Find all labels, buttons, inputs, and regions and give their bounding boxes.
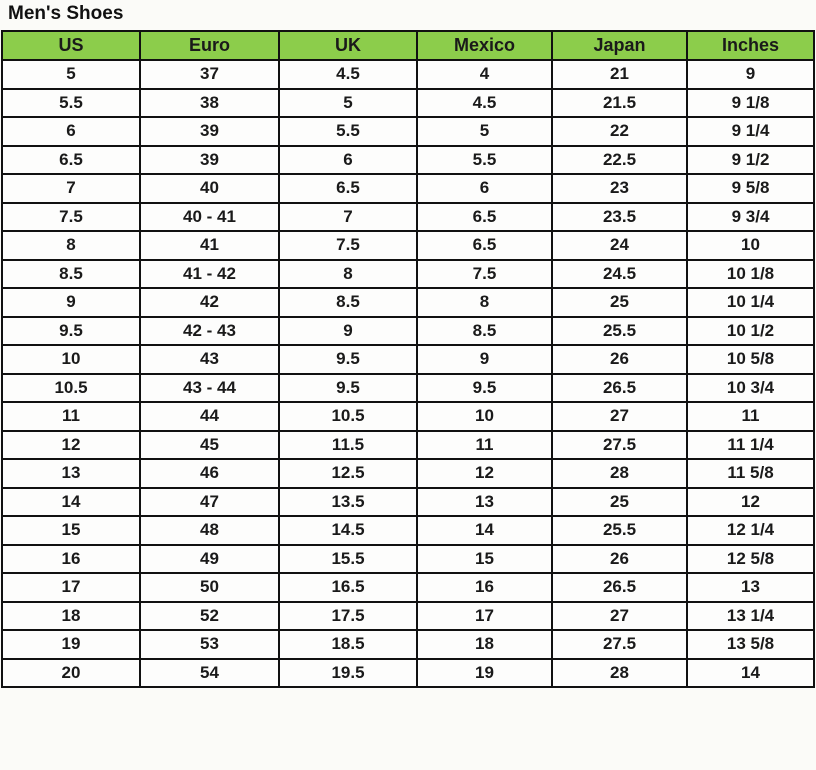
cell: 5.5 xyxy=(417,146,552,175)
cell: 9.5 xyxy=(279,345,417,374)
table-row xyxy=(2,146,814,175)
cell: 8.5 xyxy=(279,288,417,317)
table-row xyxy=(2,602,814,631)
cell: 13 xyxy=(687,573,814,602)
cell: 12 xyxy=(687,488,814,517)
cell: 40 xyxy=(140,174,279,203)
table-row xyxy=(2,459,814,488)
cell: 6.5 xyxy=(417,231,552,260)
table-row xyxy=(2,431,814,460)
cell: 11 xyxy=(417,431,552,460)
cell: 49 xyxy=(140,545,279,574)
cell: 41 xyxy=(140,231,279,260)
cell: 42 xyxy=(140,288,279,317)
column-header: US xyxy=(2,31,140,60)
cell: 7.5 xyxy=(417,260,552,289)
table-row xyxy=(2,231,814,260)
cell: 11 xyxy=(687,402,814,431)
cell: 14 xyxy=(417,516,552,545)
cell: 25 xyxy=(552,288,687,317)
cell: 7 xyxy=(279,203,417,232)
cell: 10 xyxy=(2,345,140,374)
cell: 9 1/2 xyxy=(687,146,814,175)
cell: 5 xyxy=(279,89,417,118)
cell: 9 1/8 xyxy=(687,89,814,118)
table-row xyxy=(2,345,814,374)
cell: 8.5 xyxy=(417,317,552,346)
cell: 27.5 xyxy=(552,431,687,460)
cell: 13 1/4 xyxy=(687,602,814,631)
table-row xyxy=(2,317,814,346)
cell: 15 xyxy=(417,545,552,574)
cell: 9.5 xyxy=(417,374,552,403)
cell: 17.5 xyxy=(279,602,417,631)
cell: 28 xyxy=(552,459,687,488)
cell: 8 xyxy=(417,288,552,317)
cell: 9 xyxy=(687,60,814,89)
cell: 7.5 xyxy=(2,203,140,232)
cell: 11 xyxy=(2,402,140,431)
cell: 25.5 xyxy=(552,516,687,545)
cell: 40 - 41 xyxy=(140,203,279,232)
table-row xyxy=(2,288,814,317)
cell: 8 xyxy=(279,260,417,289)
cell: 23.5 xyxy=(552,203,687,232)
cell: 16 xyxy=(417,573,552,602)
table-row xyxy=(2,117,814,146)
cell: 16 xyxy=(2,545,140,574)
cell: 27 xyxy=(552,602,687,631)
cell: 27 xyxy=(552,402,687,431)
cell: 4.5 xyxy=(279,60,417,89)
table-row xyxy=(2,203,814,232)
cell: 11 1/4 xyxy=(687,431,814,460)
cell: 8.5 xyxy=(2,260,140,289)
cell: 25 xyxy=(552,488,687,517)
cell: 22.5 xyxy=(552,146,687,175)
cell: 9 3/4 xyxy=(687,203,814,232)
cell: 37 xyxy=(140,60,279,89)
cell: 5.5 xyxy=(2,89,140,118)
cell: 24.5 xyxy=(552,260,687,289)
shoe-size-conversion-table xyxy=(1,30,815,688)
cell: 42 - 43 xyxy=(140,317,279,346)
cell: 26.5 xyxy=(552,573,687,602)
cell: 10 1/8 xyxy=(687,260,814,289)
page-title: Men's Shoes xyxy=(8,3,124,24)
cell: 17 xyxy=(417,602,552,631)
cell: 10 1/4 xyxy=(687,288,814,317)
cell: 9.5 xyxy=(2,317,140,346)
cell: 53 xyxy=(140,630,279,659)
table-row xyxy=(2,573,814,602)
cell: 6 xyxy=(2,117,140,146)
table-row xyxy=(2,402,814,431)
cell: 12.5 xyxy=(279,459,417,488)
cell: 9 1/4 xyxy=(687,117,814,146)
cell: 10 5/8 xyxy=(687,345,814,374)
cell: 9 xyxy=(2,288,140,317)
cell: 52 xyxy=(140,602,279,631)
cell: 6.5 xyxy=(2,146,140,175)
cell: 19 xyxy=(2,630,140,659)
cell: 10 3/4 xyxy=(687,374,814,403)
cell: 47 xyxy=(140,488,279,517)
cell: 46 xyxy=(140,459,279,488)
cell: 44 xyxy=(140,402,279,431)
table-row xyxy=(2,89,814,118)
cell: 45 xyxy=(140,431,279,460)
cell: 39 xyxy=(140,117,279,146)
table-row xyxy=(2,488,814,517)
cell: 28 xyxy=(552,659,687,688)
cell: 6.5 xyxy=(417,203,552,232)
cell: 26 xyxy=(552,345,687,374)
column-header: Inches xyxy=(687,31,814,60)
cell: 5.5 xyxy=(279,117,417,146)
cell: 13 xyxy=(2,459,140,488)
cell: 10 xyxy=(417,402,552,431)
cell: 5 xyxy=(2,60,140,89)
cell: 21.5 xyxy=(552,89,687,118)
cell: 16.5 xyxy=(279,573,417,602)
cell: 50 xyxy=(140,573,279,602)
cell: 25.5 xyxy=(552,317,687,346)
cell: 9 xyxy=(417,345,552,374)
cell: 39 xyxy=(140,146,279,175)
column-header: Japan xyxy=(552,31,687,60)
table-row xyxy=(2,260,814,289)
cell: 23 xyxy=(552,174,687,203)
cell: 15 xyxy=(2,516,140,545)
cell: 12 xyxy=(2,431,140,460)
table-row xyxy=(2,60,814,89)
cell: 11 5/8 xyxy=(687,459,814,488)
table-row xyxy=(2,374,814,403)
cell: 13.5 xyxy=(279,488,417,517)
table-row xyxy=(2,545,814,574)
cell: 4.5 xyxy=(417,89,552,118)
table-row xyxy=(2,516,814,545)
column-header: UK xyxy=(279,31,417,60)
cell: 10 xyxy=(687,231,814,260)
cell: 8 xyxy=(2,231,140,260)
cell: 12 xyxy=(417,459,552,488)
cell: 11.5 xyxy=(279,431,417,460)
cell: 9 5/8 xyxy=(687,174,814,203)
cell: 41 - 42 xyxy=(140,260,279,289)
cell: 4 xyxy=(417,60,552,89)
column-header: Euro xyxy=(140,31,279,60)
cell: 6 xyxy=(417,174,552,203)
cell: 9 xyxy=(279,317,417,346)
cell: 19 xyxy=(417,659,552,688)
cell: 18 xyxy=(2,602,140,631)
cell: 12 1/4 xyxy=(687,516,814,545)
cell: 17 xyxy=(2,573,140,602)
cell: 14 xyxy=(2,488,140,517)
column-header: Mexico xyxy=(417,31,552,60)
cell: 13 xyxy=(417,488,552,517)
cell: 24 xyxy=(552,231,687,260)
cell: 18 xyxy=(417,630,552,659)
cell: 26.5 xyxy=(552,374,687,403)
cell: 18.5 xyxy=(279,630,417,659)
cell: 38 xyxy=(140,89,279,118)
cell: 5 xyxy=(417,117,552,146)
cell: 14 xyxy=(687,659,814,688)
cell: 6 xyxy=(279,146,417,175)
cell: 20 xyxy=(2,659,140,688)
cell: 6.5 xyxy=(279,174,417,203)
table-row xyxy=(2,174,814,203)
cell: 19.5 xyxy=(279,659,417,688)
cell: 12 5/8 xyxy=(687,545,814,574)
cell: 26 xyxy=(552,545,687,574)
table-body xyxy=(2,60,814,687)
header-row xyxy=(2,31,814,60)
cell: 10.5 xyxy=(2,374,140,403)
cell: 10 1/2 xyxy=(687,317,814,346)
cell: 43 - 44 xyxy=(140,374,279,403)
cell: 21 xyxy=(552,60,687,89)
cell: 7.5 xyxy=(279,231,417,260)
cell: 10.5 xyxy=(279,402,417,431)
cell: 22 xyxy=(552,117,687,146)
cell: 9.5 xyxy=(279,374,417,403)
cell: 13 5/8 xyxy=(687,630,814,659)
cell: 27.5 xyxy=(552,630,687,659)
table-row xyxy=(2,630,814,659)
table-row xyxy=(2,659,814,688)
cell: 54 xyxy=(140,659,279,688)
cell: 43 xyxy=(140,345,279,374)
cell: 48 xyxy=(140,516,279,545)
cell: 15.5 xyxy=(279,545,417,574)
cell: 14.5 xyxy=(279,516,417,545)
cell: 7 xyxy=(2,174,140,203)
